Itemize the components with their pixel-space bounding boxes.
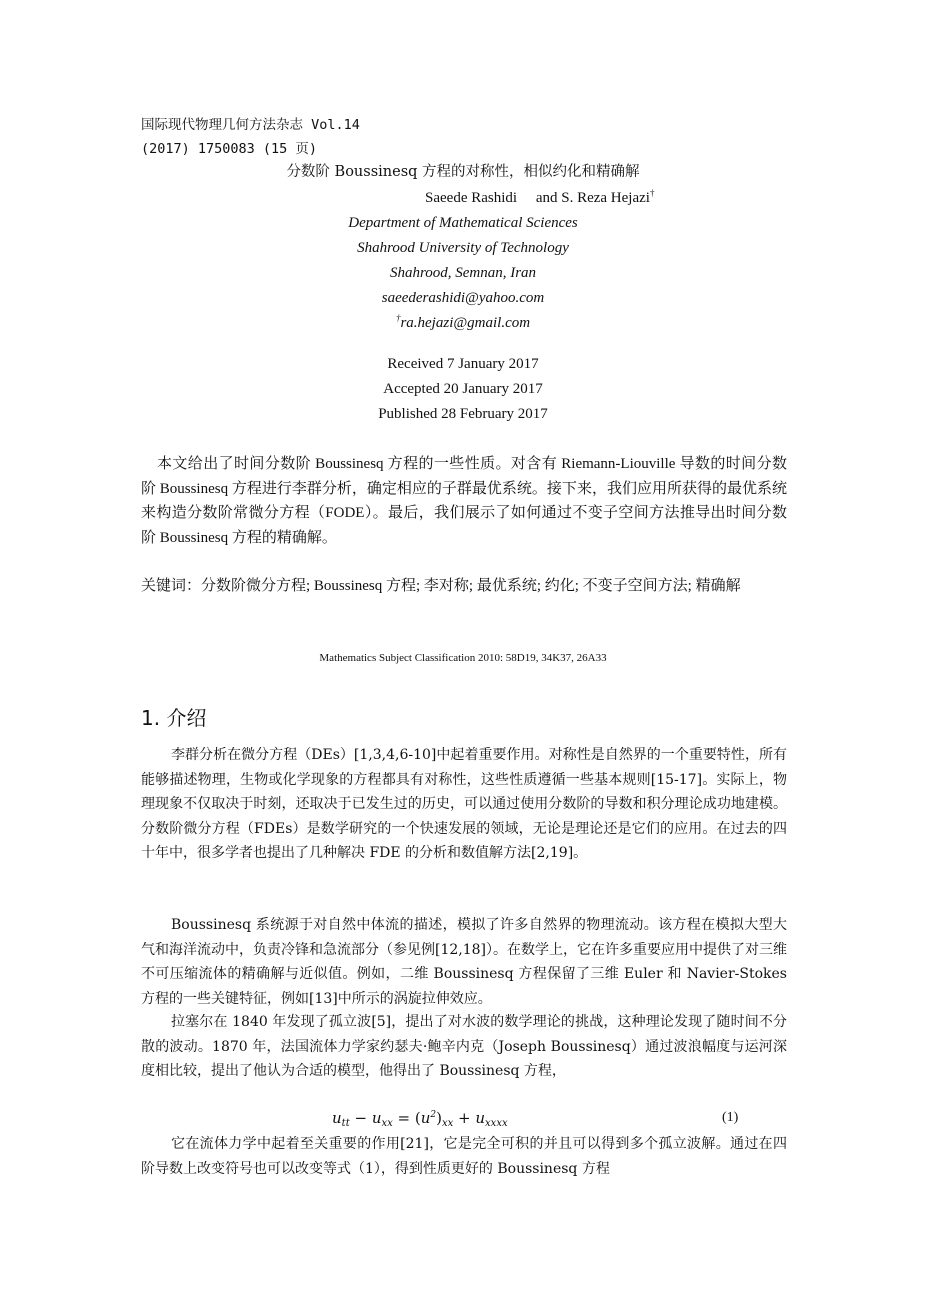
author-email-2 [0, 313, 926, 333]
email-2-text: ra.hejazi@gmail.com [400, 315, 531, 331]
author-2-mark: † [649, 188, 655, 198]
date-accepted: Accepted 20 January 2017 [383, 381, 543, 397]
paper-title: 分数阶 Boussinesq 方程的对称性，相似约化和精确解 [286, 164, 640, 180]
email-2-mark: † [395, 313, 401, 323]
author-list [425, 188, 654, 208]
affiliation-university: Shahrood University of Technology [357, 240, 569, 256]
abstract: 本文给出了时间分数阶 Boussinesq 方程的一些性质。对含有 Riemann-Liouville 导数的时间分数阶 Boussinesq 方程进行李群分析，确定相应的子群最优系统。接下来，我们应用所获得的最优系统来构造分数阶常微分方程（FODE）。最后，我们展示了如何通过不变子空间方法推导出时间分数阶 Boussinesq 方程的精确解。 [141, 456, 787, 546]
intro-paragraph-3: 拉塞尔在 1840 年发现了孤立波[5]，提出了对水波的数学理论的挑战，这种理论发现了随时间不分散的波动。1870 年，法国流体力学家约瑟夫·鲍辛内克（Joseph Boussinesq）通过波浪幅度与运河深度相比较，提出了他认为合适的模型，他得出了 Boussinesq 方程， [141, 1014, 787, 1079]
boussinesq-equation: $u_{tt} - u_{xx} = (u^2)_{xx} + u_{xxxx}$ [332, 1109, 508, 1129]
date-published: Published 28 February 2017 [378, 406, 548, 422]
affiliation-location: Shahrood, Semnan, Iran [389, 265, 537, 281]
intro-paragraph-2: Boussinesq 系统源于对自然中体流的描述，模拟了许多自然界的物理流动。该方程在模拟大型大气和海洋流动中，负责冷锋和急流部分（参见例[12,18]）。在数学上，它在许多重要应用中提供了对三维不可压缩流体的精确解与近似值。例如，二维 Boussinesq 方程保留了三维 Euler 和 Navier-Stokes 方程的一些关键特征，例如[13]中所示的涡旋拉伸效应。 [141, 917, 788, 1007]
keywords: 关键词：分数阶微分方程; Boussinesq 方程; 李对称; 最优系统; 约化; 不变子空间方法; 精确解 [141, 578, 741, 594]
journal-citation: (2017) 1750083 (15 页) [141, 141, 318, 157]
author-email-1: saeederashidi@yahoo.com [381, 290, 545, 306]
author-1: Saeede Rashidi [425, 190, 518, 206]
intro-paragraph-1: 李群分析在微分方程（DEs）[1,3,4,6-10]中起着重要作用。对称性是自然界的一个重要特性，所有能够描述物理，生物或化学现象的方程都具有对称性，这些性质遵循一些基本规则[15-17]。实际上，物理现象不仅取决于时刻，还取决于已发生过的历史，可以通过使用分数阶的导数和积分理论成功地建模。分数阶微分方程（FDEs）是数学研究的一个快速发展的领域，无论是理论还是它们的应用。在过去的四十年中，很多学者也提出了几种解决 FDE 的分析和数值解方法[2,19]。 [141, 747, 787, 861]
author-2: S. Reza Hejazi [561, 190, 650, 206]
date-received: Received 7 January 2017 [387, 356, 539, 372]
equation-1 [0, 1107, 926, 1129]
author-connector: and [535, 190, 558, 206]
journal-name: 国际现代物理几何方法杂志 Vol.14 [141, 117, 360, 133]
affiliation-department: Department of Mathematical Sciences [348, 215, 578, 231]
intro-paragraph-4: 它在流体力学中起着至关重要的作用[21]，它是完全可积的并且可以得到多个孤立波解。通过在四阶导数上改变符号也可以改变等式（1），得到性质更好的 Boussinesq 方程 [141, 1136, 787, 1177]
equation-number: (1) [722, 1110, 739, 1125]
section-heading: 1. 介绍 [141, 706, 207, 730]
msc-classification: Mathematics Subject Classification 2010: 58D19, 34K37, 26A33 [319, 652, 607, 664]
